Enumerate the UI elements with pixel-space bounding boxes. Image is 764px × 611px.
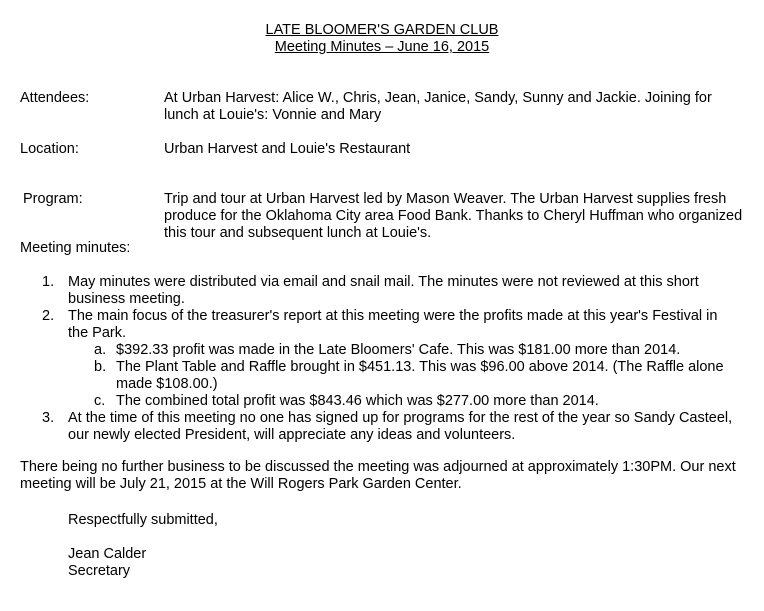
club-title: LATE BLOOMER'S GARDEN CLUB [265, 22, 499, 38]
program-label: Program: [23, 191, 83, 207]
list-item-text: May minutes were distributed via email and snail mail. The minutes were not reviewed at this short business meeting. [68, 274, 699, 307]
closing-paragraph: There being no further business to be discussed the meeting was adjourned at approximately 1:30PM. Our next meeting will be July 21, 2015 at the Will Rogers Park Garden Center. [20, 459, 736, 492]
sub-list-item-text: The Plant Table and Raffle brought in $451.13. This was $96.00 above 2014. (The Raffle alone made $108.00.) [116, 359, 724, 392]
sub-list-item [94, 359, 746, 393]
secretary-name: Jean Calder [68, 546, 147, 562]
location-value: Urban Harvest and Louie's Restaurant [164, 141, 411, 157]
list-item [42, 274, 738, 308]
sub-list-item-letter: b. [94, 359, 107, 375]
list-item-number: 2. [42, 308, 55, 324]
list-item-number: 1. [42, 274, 55, 290]
list-item [42, 410, 738, 444]
list-item-text: The main focus of the treasurer's report at this meeting were the profits made at this year's Festival in the Park. [68, 308, 718, 341]
sub-list-item-text: The combined total profit was $843.46 which was $277.00 more than 2014. [116, 393, 599, 409]
sub-list-item [94, 393, 746, 410]
sub-list-item [94, 342, 746, 359]
attendees-value: At Urban Harvest: Alice W., Chris, Jean, Janice, Sandy, Sunny and Jackie. Joining for lunch at Louie's: Vonnie and Mary [164, 90, 712, 123]
location-label: Location: [20, 141, 79, 157]
meeting-date-subtitle: Meeting Minutes – June 16, 2015 [274, 39, 490, 55]
secretary-role: Secretary [68, 563, 131, 579]
sub-list-item-text: $392.33 profit was made in the Late Bloomers' Cafe. This was $181.00 more than 2014. [116, 342, 681, 358]
meeting-minutes-label: Meeting minutes: [20, 240, 131, 256]
program-value: Trip and tour at Urban Harvest led by Mason Weaver. The Urban Harvest supplies fresh produce for the Oklahoma City area Food Bank. Thanks to Cheryl Huffman who organized this tour and subsequent lunch at Louie's. [164, 191, 743, 241]
attendees-label: Attendees: [20, 90, 90, 106]
sub-list-item-letter: a. [94, 342, 107, 358]
list-item-text: At the time of this meeting no one has signed up for programs for the rest of the year so Sandy Casteel, our newly elected President, will appreciate any ideas and volunteers. [68, 410, 733, 443]
list-item [42, 308, 738, 342]
list-item-number: 3. [42, 410, 55, 426]
respectfully-submitted: Respectfully submitted, [68, 512, 218, 528]
sub-list-item-letter: c. [94, 393, 106, 409]
